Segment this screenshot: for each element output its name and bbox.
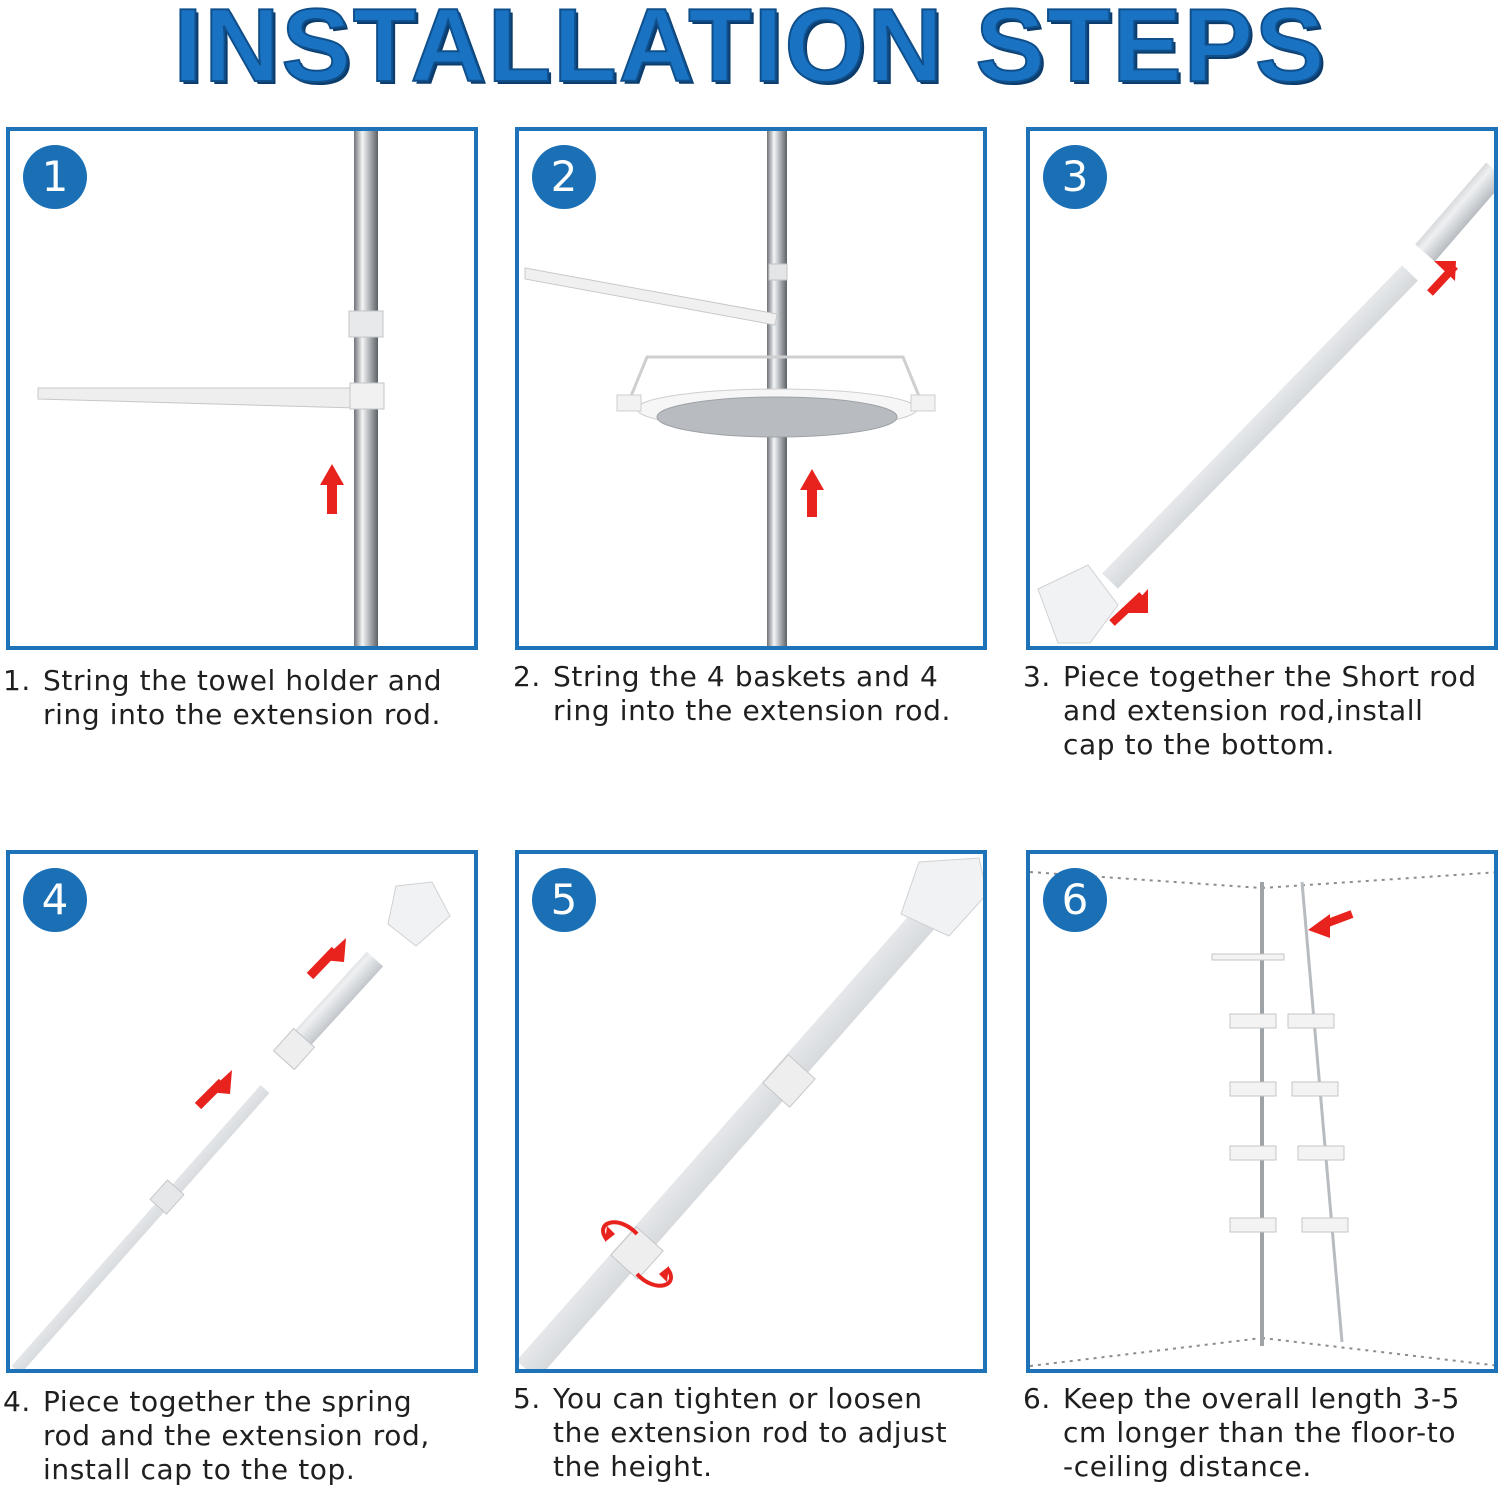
step-4-badge: 4 xyxy=(23,868,87,932)
step-6-illustration xyxy=(1030,854,1498,1373)
diagonal-arrow-icon xyxy=(310,938,346,976)
step-3-text: Piece together the Short rod and extension rod,install cap to the bottom. xyxy=(1063,660,1477,761)
diagonal-arrow-icon xyxy=(1308,914,1352,938)
step-3-badge: 3 xyxy=(1043,145,1107,209)
page-title: INSTALLATION STEPS xyxy=(173,0,1327,104)
step-5-text: You can tighten or loosen the extension rod to adjust the height. xyxy=(553,1382,948,1483)
short-rod xyxy=(1425,171,1496,253)
extension-rod xyxy=(1110,273,1410,581)
diagonal-arrow-icon xyxy=(198,1070,232,1106)
step-2-caption xyxy=(513,660,993,728)
step-6-badge: 6 xyxy=(1043,868,1107,932)
step-1-illustration xyxy=(10,131,478,650)
step-2-badge: 2 xyxy=(532,145,596,209)
step-5-badge: 5 xyxy=(532,868,596,932)
extension-rod xyxy=(527,914,929,1370)
shelf-pole-side xyxy=(1302,882,1342,1342)
step-3-number: 3. xyxy=(1023,660,1051,693)
step-1-badge: 1 xyxy=(23,145,87,209)
step-3-panel xyxy=(1026,127,1498,650)
extension-rod xyxy=(16,1089,265,1370)
step-5-number: 5. xyxy=(513,1382,541,1415)
step-3-illustration xyxy=(1030,131,1498,650)
diagonal-arrow-icon xyxy=(1430,261,1456,293)
step-4-text: Piece together the spring rod and the extension rod, install cap to the top. xyxy=(43,1385,430,1486)
step-3-caption xyxy=(1023,660,1499,762)
step-5-panel xyxy=(515,850,987,1373)
step-6-panel xyxy=(1026,850,1498,1373)
up-arrow-icon xyxy=(800,469,824,517)
step-5-illustration xyxy=(519,854,987,1373)
step-4-panel xyxy=(6,850,478,1373)
step-2-text: String the 4 baskets and 4 ring into the extension rod. xyxy=(553,660,951,727)
top-cap xyxy=(388,882,450,946)
step-1-panel xyxy=(6,127,478,650)
step-4-number: 4. xyxy=(3,1385,31,1418)
step-2-illustration xyxy=(519,131,987,650)
step-4-illustration xyxy=(10,854,478,1373)
step-1-caption xyxy=(3,664,483,732)
towel-holder xyxy=(525,268,777,325)
step-4-caption xyxy=(3,1385,483,1487)
towel-holder xyxy=(38,388,356,408)
step-6-text: Keep the overall length 3-5 cm longer than the floor-to -ceiling distance. xyxy=(1063,1382,1461,1483)
step-6-caption xyxy=(1023,1382,1499,1484)
step-5-caption xyxy=(513,1382,993,1484)
step-1-number: 1. xyxy=(3,664,31,697)
up-arrow-icon xyxy=(320,464,344,514)
step-1-text: String the towel holder and ring into the extension rod. xyxy=(43,664,443,731)
step-6-number: 6. xyxy=(1023,1382,1051,1415)
step-2-panel xyxy=(515,127,987,650)
step-2-number: 2. xyxy=(513,660,541,693)
rod-ring xyxy=(349,311,383,337)
